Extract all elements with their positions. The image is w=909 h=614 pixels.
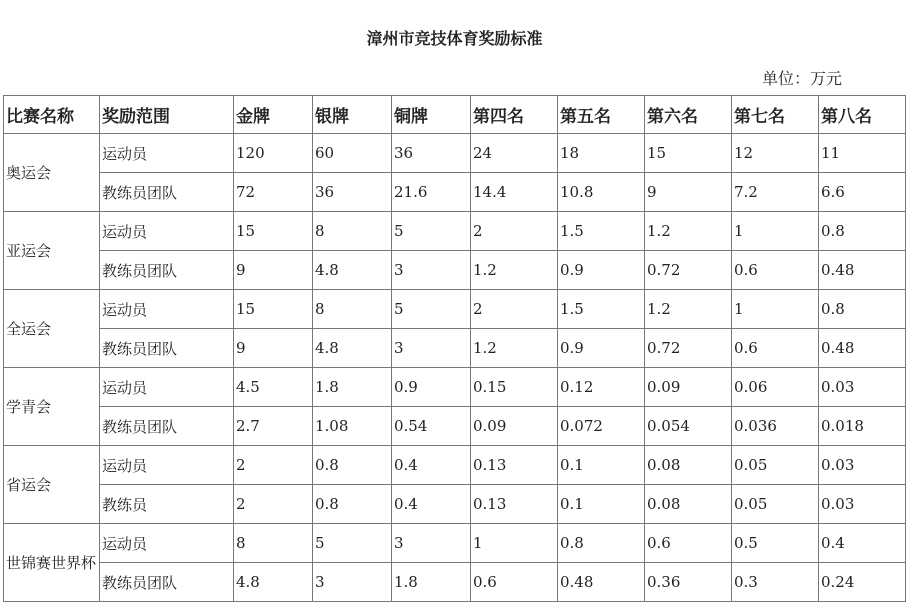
event-name-cell: 亚运会: [4, 212, 100, 290]
header-bronze: 铜牌: [392, 96, 471, 134]
award-value-cell: 1.8: [392, 563, 471, 602]
header-scope: 奖励范围: [100, 96, 234, 134]
award-value-cell: 36: [313, 173, 392, 212]
header-gold: 金牌: [234, 96, 313, 134]
award-value-cell: 72: [234, 173, 313, 212]
award-value-cell: 18: [558, 134, 645, 173]
event-name-cell: 学青会: [4, 368, 100, 446]
award-value-cell: 1: [732, 212, 819, 251]
table-row: [4, 368, 906, 407]
event-name-cell: 省运会: [4, 446, 100, 524]
award-value-cell: 0.018: [819, 407, 906, 446]
award-value-cell: 2.7: [234, 407, 313, 446]
award-value-cell: 0.06: [732, 368, 819, 407]
award-value-cell: 0.036: [732, 407, 819, 446]
header-5th: 第五名: [558, 96, 645, 134]
award-value-cell: 5: [392, 212, 471, 251]
award-scope-cell: 教练员团队: [100, 407, 234, 446]
award-scope-cell: 运动员: [100, 524, 234, 563]
award-value-cell: 0.48: [819, 329, 906, 368]
award-value-cell: 3: [392, 524, 471, 563]
award-value-cell: 0.8: [558, 524, 645, 563]
award-value-cell: 4.8: [234, 563, 313, 602]
award-value-cell: 0.6: [732, 329, 819, 368]
header-event: 比赛名称: [4, 96, 100, 134]
table-row: [4, 446, 906, 485]
award-value-cell: 0.6: [645, 524, 732, 563]
award-value-cell: 0.3: [732, 563, 819, 602]
award-value-cell: 3: [313, 563, 392, 602]
award-value-cell: 1.8: [313, 368, 392, 407]
award-value-cell: 0.03: [819, 485, 906, 524]
award-scope-cell: 教练员: [100, 485, 234, 524]
award-value-cell: 0.48: [558, 563, 645, 602]
award-value-cell: 0.48: [819, 251, 906, 290]
award-value-cell: 0.6: [471, 563, 558, 602]
event-name-cell: 奥运会: [4, 134, 100, 212]
award-value-cell: 0.4: [392, 446, 471, 485]
award-value-cell: 60: [313, 134, 392, 173]
award-value-cell: 0.12: [558, 368, 645, 407]
award-value-cell: 0.9: [558, 329, 645, 368]
award-value-cell: 120: [234, 134, 313, 173]
award-value-cell: 10.8: [558, 173, 645, 212]
award-value-cell: 15: [645, 134, 732, 173]
award-value-cell: 7.2: [732, 173, 819, 212]
award-value-cell: 9: [234, 329, 313, 368]
award-value-cell: 2: [234, 485, 313, 524]
award-value-cell: 0.09: [471, 407, 558, 446]
award-scope-cell: 运动员: [100, 290, 234, 329]
award-value-cell: 15: [234, 212, 313, 251]
award-value-cell: 0.1: [558, 485, 645, 524]
award-value-cell: 0.1: [558, 446, 645, 485]
table-row: [4, 407, 906, 446]
award-value-cell: 0.8: [819, 290, 906, 329]
award-scope-cell: 运动员: [100, 212, 234, 251]
unit-label: 单位：万元: [762, 69, 843, 88]
award-value-cell: 1.2: [471, 251, 558, 290]
award-value-cell: 1.5: [558, 290, 645, 329]
award-value-cell: 0.03: [819, 446, 906, 485]
award-value-cell: 5: [392, 290, 471, 329]
award-value-cell: 2: [471, 212, 558, 251]
award-value-cell: 0.15: [471, 368, 558, 407]
award-value-cell: 0.8: [313, 446, 392, 485]
table-row: [4, 173, 906, 212]
award-value-cell: 1: [471, 524, 558, 563]
award-value-cell: 8: [313, 290, 392, 329]
award-value-cell: 5: [313, 524, 392, 563]
header-8th: 第八名: [819, 96, 906, 134]
award-value-cell: 1.08: [313, 407, 392, 446]
award-value-cell: 0.72: [645, 251, 732, 290]
award-value-cell: 21.6: [392, 173, 471, 212]
award-value-cell: 9: [645, 173, 732, 212]
table-row: [4, 251, 906, 290]
award-value-cell: 4.8: [313, 251, 392, 290]
table-row: [4, 329, 906, 368]
award-value-cell: 1: [732, 290, 819, 329]
award-value-cell: 1.2: [471, 329, 558, 368]
award-scope-cell: 教练员团队: [100, 251, 234, 290]
table-row: [4, 485, 906, 524]
award-value-cell: 8: [234, 524, 313, 563]
award-scope-cell: 教练员团队: [100, 563, 234, 602]
page-title: 漳州市竞技体育奖励标准: [366, 29, 543, 48]
award-value-cell: 0.03: [819, 368, 906, 407]
award-value-cell: 0.13: [471, 446, 558, 485]
event-name-cell: 全运会: [4, 290, 100, 368]
award-value-cell: 0.8: [819, 212, 906, 251]
award-value-cell: 12: [732, 134, 819, 173]
award-value-cell: 1.5: [558, 212, 645, 251]
award-value-cell: 0.54: [392, 407, 471, 446]
header-6th: 第六名: [645, 96, 732, 134]
award-value-cell: 0.13: [471, 485, 558, 524]
award-value-cell: 0.9: [392, 368, 471, 407]
table-row: [4, 134, 906, 173]
award-value-cell: 0.9: [558, 251, 645, 290]
award-scope-cell: 运动员: [100, 134, 234, 173]
award-value-cell: 6.6: [819, 173, 906, 212]
award-value-cell: 0.072: [558, 407, 645, 446]
table-row: [4, 563, 906, 602]
award-value-cell: 0.24: [819, 563, 906, 602]
award-value-cell: 0.72: [645, 329, 732, 368]
award-value-cell: 0.4: [819, 524, 906, 563]
header-4th: 第四名: [471, 96, 558, 134]
award-value-cell: 0.08: [645, 446, 732, 485]
award-value-cell: 0.054: [645, 407, 732, 446]
table-row: [4, 524, 906, 563]
award-value-cell: 4.8: [313, 329, 392, 368]
header-silver: 银牌: [313, 96, 392, 134]
award-value-cell: 0.09: [645, 368, 732, 407]
award-value-cell: 1.2: [645, 212, 732, 251]
header-7th: 第七名: [732, 96, 819, 134]
award-value-cell: 1.2: [645, 290, 732, 329]
award-value-cell: 0.36: [645, 563, 732, 602]
award-table: [3, 95, 906, 602]
award-value-cell: 0.6: [732, 251, 819, 290]
award-scope-cell: 教练员团队: [100, 329, 234, 368]
award-value-cell: 2: [471, 290, 558, 329]
award-value-cell: 11: [819, 134, 906, 173]
award-value-cell: 15: [234, 290, 313, 329]
award-value-cell: 4.5: [234, 368, 313, 407]
award-value-cell: 0.05: [732, 485, 819, 524]
award-value-cell: 24: [471, 134, 558, 173]
award-value-cell: 3: [392, 329, 471, 368]
award-value-cell: 8: [313, 212, 392, 251]
award-value-cell: 14.4: [471, 173, 558, 212]
table-header-row: [4, 96, 906, 134]
award-value-cell: 3: [392, 251, 471, 290]
award-value-cell: 0.4: [392, 485, 471, 524]
award-scope-cell: 运动员: [100, 368, 234, 407]
table-body: [4, 134, 906, 602]
event-name-cell: 世锦赛世界杯: [4, 524, 100, 602]
award-value-cell: 0.05: [732, 446, 819, 485]
award-scope-cell: 运动员: [100, 446, 234, 485]
award-value-cell: 0.08: [645, 485, 732, 524]
award-value-cell: 9: [234, 251, 313, 290]
award-value-cell: 0.5: [732, 524, 819, 563]
award-scope-cell: 教练员团队: [100, 173, 234, 212]
table-row: [4, 290, 906, 329]
award-value-cell: 2: [234, 446, 313, 485]
award-value-cell: 36: [392, 134, 471, 173]
table-row: [4, 212, 906, 251]
award-value-cell: 0.8: [313, 485, 392, 524]
